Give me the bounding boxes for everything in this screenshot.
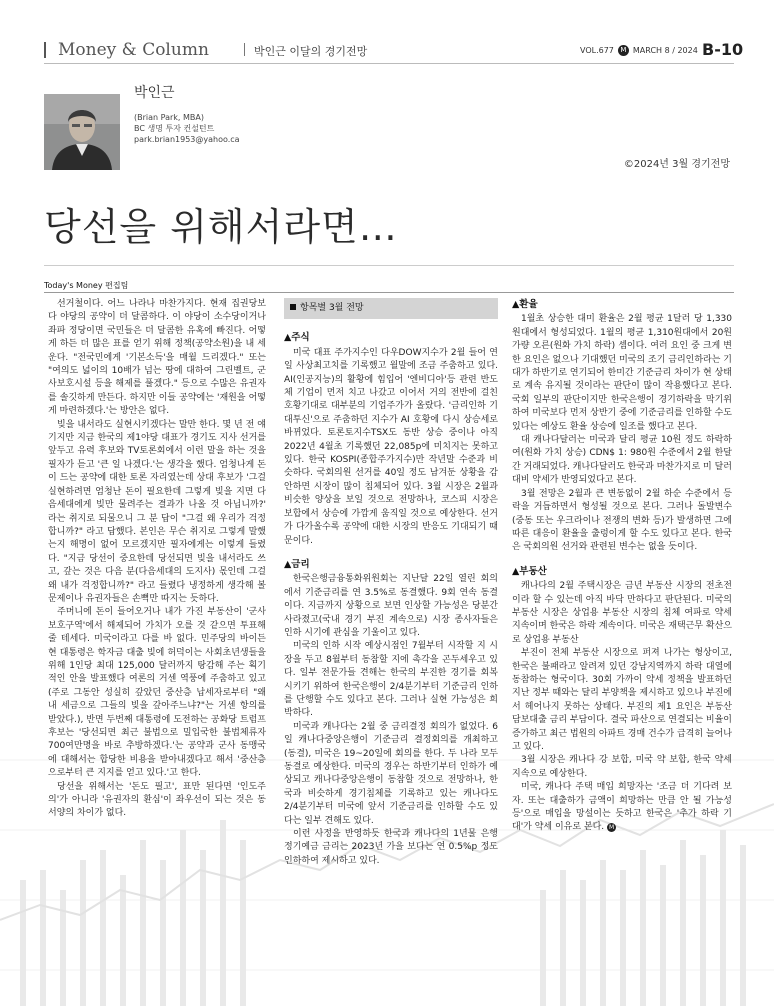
author-title: BC 생명 투자 컨설턴트 [134,124,215,133]
column-subtitle: 박인근 이달의 경기전망 [254,45,368,58]
column1-paragraph: 당선을 위해서는 '돈도 필고', 표만 된다면 '인도주의'가 아니라 '유권자의 환심'이 좌우선이 되는 것은 동서양의 차이가 없다. [48,781,266,819]
article-headline: 당선을 위해서라면… [44,205,398,249]
section-title-exchange: ▲환율 [512,299,538,310]
realestate-paragraph: 캐나다의 2월 주택시장은 금년 부동산 시장의 전초전이라 할 수 있는데 아직 바닥 만하다고 판단된다. 미국의 부동산 시장은 상업용 부동산 시장의 침체 여파로 약세 지속이며 한국은 하락 계속이다. 미국은 재택근무 확산으로 상업용 부동산 [512,581,732,645]
interest-paragraph: 미국과 캐나다는 2월 중 금리결정 회의가 없었다. 6일 캐나다중앙은행이 기준금리 결정회의를 개최하고(동결), 미국은 19~20일에 회의를 한다. 두 나라 모두 동결로 예상한다. 미국의 경우는 하반기부터 인하가 예상되고 캐나다중앙은행이 동참할 것으로 전망하나, 한국과 비슷하게 경기침체를 기록하고 있는 캐나다도 2/4분기부터 미국에 앞서 기준금리를 인하할 수도 있다는 일부 견해도 있다. [284,721,498,826]
realestate-paragraph: 3월 시장은 캐나다 강 보합, 미국 약 보합, 한국 약세 지속으로 예상한다. [512,755,732,779]
section-title-realestate: ▲부동산 [512,565,547,577]
page-number: B-10 [702,40,744,59]
realestate-paragraph [512,781,732,835]
forecast-box-header [284,298,498,319]
m-logo-icon: M [618,45,629,56]
column1-paragraph: 선거철이다. 어느 나라나 마찬가지다. 현재 집권당보다 야당의 공약이 더 달콤하다. 이 야당이 소수당이거나 좌파 정당이면 국민들은 더 달콤한 유혹에 빠진다. 어떻게 하든 더 많은 표를 얻기 위해 정책(공약소원)을 내 세운다. "전국민에게 '기본소득'을 매월 드리겠다." 또는 "여의도 넓이의 10배가 넘는 땅에 대하여 그린벨트, 군사보호시설 등을 해제를 풀겠다." 등으로 수많은 유권자를 솔깃하게 만든다. 하지만 이들 공약에는 '재원을 어떻게 마련하겠다.'는 방안은 없다. [48,299,266,417]
column1-paragraph: 주머니에 돈이 들어오거나 내가 가진 부동산이 '군사보호구역'에서 해제되어 가치가 오를 것 같으면 투표해 줄 테세다. 미국이라고 다를 바 없다. 민주당의 바이든 현 대통령은 학자금 대출 빚에 허덕이는 사회초년생들을 위해 1인당 최대 125,000 달러까지 탕감해 주는 획기적인 안을 발표했다 여론의 거센 역풍에 주춤하고 있고(주로 그동안 성실히 갚았던 중산층 납세자로부터 "왜 내 세금으로 그들의 빚을 갚아주느냐?"는 거센 항의를 받았다.), 반면 두번째 대통령에 도전하는 공화당 트럼프 후보는 '당선되면 최근 불법으로 밀입국한 불법체류자 700여만명을 바로 추방하겠다.'는 공약과 군사 동맹국에 대해서는 합당한 비용을 받아내겠다고 해서 '중산층으로부터 큰 지지를 얻고 있다.'고 한다. [48,607,266,779]
issue-meta [580,45,698,56]
forecast-box-title: 항목별 3월 전망 [300,303,364,313]
article-column-2 [284,298,498,868]
author-name: 박인근 [134,85,175,101]
interest-paragraph: 한국은행금융통화위원회는 지난달 22일 열린 회의에서 기준금리를 연 3.5%로 동결했다. 9회 연속 동결이다. 지금까지 상황으로 보면 인상할 가능성은 당분간 사라졌고(국내 경기 부진 계속으로) 시장 종사자들은 인하 시기에 관심을 기울이고 있다. [284,574,498,638]
volume-label: VOL.677 [580,46,614,55]
square-bullet-icon [290,304,296,310]
header-rule [44,63,734,64]
article-column-1 [48,298,266,821]
headline-rule [44,265,734,266]
author-photo [44,94,120,170]
section-title-stock: ▲주식 [284,332,310,344]
column-top-rule [44,292,734,293]
section-title-interest: ▲금리 [284,558,310,570]
issue-copyright: ©2024년 3월 경기전망 [623,159,730,170]
end-mark-icon: M [608,824,615,832]
header-bar [44,42,46,58]
interest-paragraph: 이런 사정을 반영하듯 한국과 캐나다의 1년물 은행정기예금 금리는 2023년 가을 보다는 연 0.5%p 정도 인하하여 제시하고 있다. [284,829,498,866]
realestate-final-text: 미국, 캐나다 주택 매입 희망자는 '조금 더 기다려 보자. 또는 대출하가 금액이 희망하는 만큼 안 될 가능성 등'으로 매입을 망설이는 듯하고 한국은 '추가 하락 기대'가 약세 이유로 본다. [512,782,732,833]
section-brand: Money & Column [58,40,209,60]
author-email: park.brian1953@yahoo.ca [134,135,240,144]
author-info [134,82,240,145]
column1-paragraph: 빚을 내서라도 실현시키겠다는 말만 한다. 몇 년 전 얘기지만 지금 한국의 제1야당 대표가 경기도 지사 선거를 앞두고 유력 후보와 TV토론회에서 이런 말을 하는 것을 필자가 듣고 '큰 일 나겠다.'는 생각을 했다. 엄청나게 돈이 드는 공약에 대한 토론 자리였는데 상대 후보가 '그걸 실현하려면 엄청난 돈이 필요한데 그렇게 빚을 지면 다음세대에게 빚만 물려주는 결과가 나올 것 아닙니까?' 라는 취지로 되물으니 그 분 답이 "그걸 왜 우리가 걱정합니까?" 라고 답했다. 본인은 무슨 취지로 그렇게 말했는지 해명이 없어 모르겠지만 필자에게는 이렇게 들렸다. "지금 당선이 중요한데 당선되면 빚을 내서라도 쓰고, 갚는 것은 다음 분(다음세대의 도지사) 몫인데 그걸 왜 내가 걱정합니까?" 라고 들렸다 냉정하게 생각해 볼 문제이나 유권자들은 손뼉만 따지는 듯하다. [48,419,266,604]
realestate-paragraph: 부진이 전체 부동산 시장으로 퍼져 나가는 형상이고, 한국은 불패라고 알려져 있던 강남지역까지 하락 대열에 동참하는 형국이다. 30회 가까이 약세 정책을 발표하던 지난 정부 때와는 달리 부양책을 제시하고 있으나 부진에서 헤어나지 못하는 상태다. 부진의 제1 요인은 부동산 담보대출 금리 부담이다. 결국 파산으로 연결되는 비율이 증가하고 최근 법원의 아파트 경매 건수가 급격히 늘어나고 있다. [512,648,732,752]
exchange-paragraph: 3월 전망은 2월과 큰 변동없이 2월 하순 수준에서 등락을 거듭하면서 형성될 것으로 본다. 그러나 돌발변수(중동 또는 우크라이나 전쟁의 변화 등)가 발생하면 그에 따른 대응이 환율을 출렁이게 할 수도 있다고 본다. 한국은 국회의원 선거와 관련된 변수는 없을 듯이다. [512,488,732,553]
article-byline: Today's Money 편집팀 [44,281,129,290]
header-divider [244,43,245,56]
exchange-paragraph: 1월초 상승한 대미 환율은 2월 평균 1달러 당 1,330원대에서 형성되었다. 1월의 평균 1,310원대에서 20원가량 오른(원화 가치 하락) 셈이다. 여러 요인 중 크게 변한 요인은 없으나 기대했던 미국의 조기 금리인하라는 기대가 하반기로 연기되어 한미간 기준금리 차이가 현 상태로 계속 유지될 것이라는 판단이 많이 작용했다고 본다. 국회 일부의 판단이지만 한국은행이 경기하락을 막기위하여 미국보다 먼저 상반기 중에 기준금리를 인하할 수도 있다는 예상도 환율 상승에 일조를 했다고 본다. [512,314,732,432]
exchange-paragraph: 대 캐나다달러는 미국과 달리 평균 10원 정도 하락하여(원화 가치 상승) CDN$ 1: 980원 수준에서 2월 한달 간 거래되었다. 캐나다달러도 한국과 마찬가지로 미 달러 대비 약세가 반영되었다고 본다. [512,435,732,486]
author-portrait-image [44,94,120,170]
article-column-3 [512,298,732,835]
stock-paragraph: 미국 대표 주가지수인 다우DOW지수가 2월 들어 연일 사상최고치를 기록했고 월말에 조금 주춤하고 있다. AI(인공지능)의 활황에 힘입어 '엔비디아'등 관련 반도체 기업이 먼저 치고 나갔고 이어서 거의 전반에 걸친 호황기대로 대부분의 기업주가가 올랐다. '금리인하 기대투신'으로 주춤하던 지수가 AI 호황에 다시 상승세로 바뀌었다. 토론토지수TSX도 동반 상승 중이나 아직 2022년 4월초 기록했던 22,085p에 미치지는 못하고 있다. 한국 KOSPI(종합주가지수)만 작년말 수준과 비슷하다. 국회의원 선거를 40일 정도 남겨둔 상황을 감안하면 시장이 많이 침체되어 있다. 3월 시장은 2월과 비슷한 양상을 보일 것으로 전망하나, 코스피 시장은 보합에서 상승에 가깝게 움직일 것으로 예상한다. 선거가 다가올수록 공약에 대한 시장의 반응도 기대되기 때문이다. [284,347,498,546]
interest-paragraph: 미국의 인하 시작 예상시점인 7월부터 시작할 지 시장을 두고 8월부터 동참할 지에 촉각을 곤두세우고 있다. 일부 전문가들 견해는 한국의 부진한 경기를 회복시키기 위하여 한국은행이 2/4분기부터 기준금리 인하를 단행할 수도 있다고 본다. 그러나 실현 가능성은 희박하다. [284,641,498,719]
author-english-name: (Brian Park, MBA) [134,113,204,122]
date-label: MARCH 8 / 2024 [632,46,698,55]
